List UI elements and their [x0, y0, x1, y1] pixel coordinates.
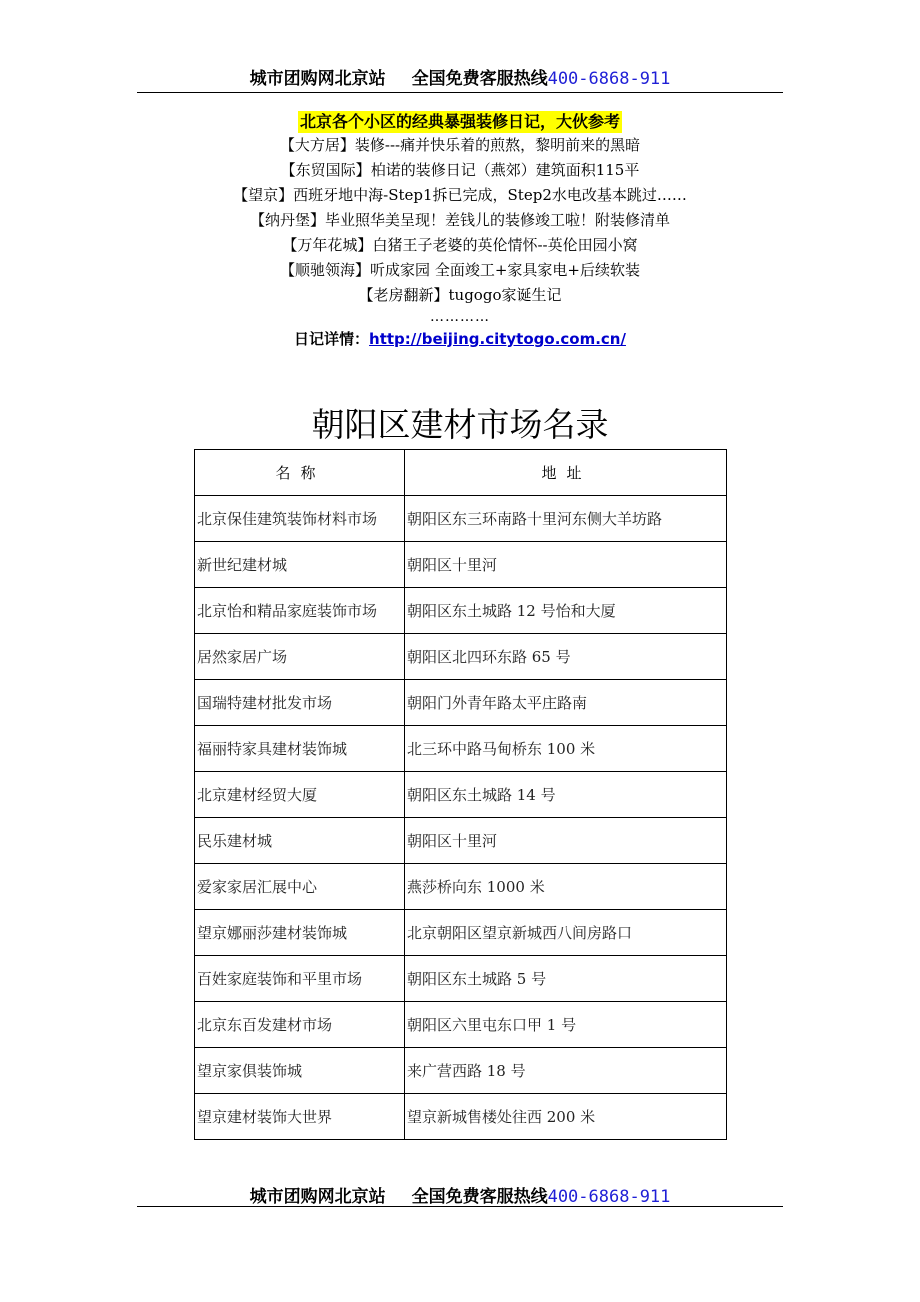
promo-tag: 【顺驰领海】	[280, 261, 371, 279]
promo-text: 听成家园 全面竣工+家具家电+后续软装	[370, 261, 640, 279]
promo-tag: 【纳丹堡】	[249, 211, 325, 229]
market-name: 居然家居广场	[195, 634, 405, 680]
promo-tag: 【望京】	[233, 186, 294, 204]
market-address: 朝阳区十里河	[405, 818, 727, 864]
table-row	[195, 1094, 727, 1140]
market-address: 朝阳门外青年路太平庄路南	[405, 680, 727, 726]
detail-line	[0, 326, 920, 352]
table-row	[195, 726, 727, 772]
header-site-name: 城市团购网北京站	[249, 69, 386, 89]
market-address: 朝阳区东土城路 14 号	[405, 772, 727, 818]
market-address: 来广营西路 18 号	[405, 1048, 727, 1094]
table-row	[195, 864, 727, 910]
table-row	[195, 542, 727, 588]
market-name: 北京东百发建材市场	[195, 1002, 405, 1048]
table-row	[195, 818, 727, 864]
promo-tag: 【东贸国际】	[280, 161, 371, 179]
diary-promo	[0, 111, 920, 352]
promo-line[interactable]	[0, 258, 920, 283]
table-row	[195, 956, 727, 1002]
market-name: 爱家家居汇展中心	[195, 864, 405, 910]
market-address: 北三环中路马甸桥东 100 米	[405, 726, 727, 772]
detail-label: 日记详情：	[294, 330, 370, 348]
table-row	[195, 772, 727, 818]
promo-line[interactable]	[0, 158, 920, 183]
market-address: 朝阳区东土城路 12 号怡和大厦	[405, 588, 727, 634]
table-row	[195, 1048, 727, 1094]
table-row	[195, 588, 727, 634]
market-table	[194, 449, 727, 1140]
table-row	[195, 634, 727, 680]
header-phone: 400-6868-911	[547, 69, 671, 89]
market-name: 北京怡和精品家庭装饰市场	[195, 588, 405, 634]
market-name: 民乐建材城	[195, 818, 405, 864]
promo-text: 装修---痛并快乐着的煎熬，黎明前来的黑暗	[354, 136, 641, 154]
detail-link[interactable]: http://beijing.citytogo.com.cn/	[369, 330, 626, 348]
market-address: 望京新城售楼处往西 200 米	[405, 1094, 727, 1140]
market-address: 朝阳区东三环南路十里河东侧大羊坊路	[405, 496, 727, 542]
market-name: 新世纪建材城	[195, 542, 405, 588]
promo-ellipsis: …………	[430, 309, 490, 325]
table-row	[195, 1002, 727, 1048]
header-hotline-label: 全国免费客服热线	[411, 69, 548, 89]
footer-phone: 400-6868-911	[547, 1187, 671, 1207]
footer-site-name: 城市团购网北京站	[249, 1187, 386, 1207]
footer-hotline-label: 全国免费客服热线	[411, 1187, 548, 1207]
table-row	[195, 680, 727, 726]
promo-text: 白猪王子老婆的英伦情怀--英伦田园小窝	[372, 236, 638, 254]
page-footer	[137, 1182, 783, 1207]
market-name: 望京娜丽莎建材装饰城	[195, 910, 405, 956]
promo-line[interactable]	[0, 183, 920, 208]
market-name: 望京建材装饰大世界	[195, 1094, 405, 1140]
market-address: 燕莎桥向东 1000 米	[405, 864, 727, 910]
market-name: 福丽特家具建材装饰城	[195, 726, 405, 772]
table-header-row	[195, 450, 727, 496]
market-address: 北京朝阳区望京新城西八间房路口	[405, 910, 727, 956]
market-name: 国瑞特建材批发市场	[195, 680, 405, 726]
promo-text: tugogo家诞生记	[448, 286, 562, 304]
promo-text: 毕业照华美呈现！差钱儿的装修竣工啦！附装修清单	[325, 211, 671, 229]
promo-text: 柏诺的装修日记（燕郊）建筑面积115平	[370, 161, 640, 179]
market-address: 朝阳区北四环东路 65 号	[405, 634, 727, 680]
promo-line[interactable]	[0, 208, 920, 233]
market-name: 百姓家庭装饰和平里市场	[195, 956, 405, 1002]
promo-tag: 【万年花城】	[282, 236, 373, 254]
market-address: 朝阳区东土城路 5 号	[405, 956, 727, 1002]
promo-tag: 【大方居】	[279, 136, 355, 154]
market-address: 朝阳区十里河	[405, 542, 727, 588]
column-header-address: 地址	[405, 450, 727, 496]
page-title: 朝阳区建材市场名录	[311, 405, 609, 444]
market-name: 北京保佳建筑装饰材料市场	[195, 496, 405, 542]
promo-tag: 【老房翻新】	[358, 286, 449, 304]
column-header-name: 名称	[195, 450, 405, 496]
promo-line[interactable]	[0, 133, 920, 158]
table-row	[195, 496, 727, 542]
table-row	[195, 910, 727, 956]
promo-text: 西班牙地中海-Step1拆已完成，Step2水电改基本跳过……	[293, 186, 687, 204]
promo-title: 北京各个小区的经典暴强装修日记，大伙参考	[299, 112, 620, 131]
promo-line[interactable]	[0, 233, 920, 258]
market-address: 朝阳区六里屯东口甲 1 号	[405, 1002, 727, 1048]
market-name: 北京建材经贸大厦	[195, 772, 405, 818]
page-header	[137, 64, 783, 93]
promo-line[interactable]	[0, 283, 920, 308]
market-name: 望京家俱装饰城	[195, 1048, 405, 1094]
